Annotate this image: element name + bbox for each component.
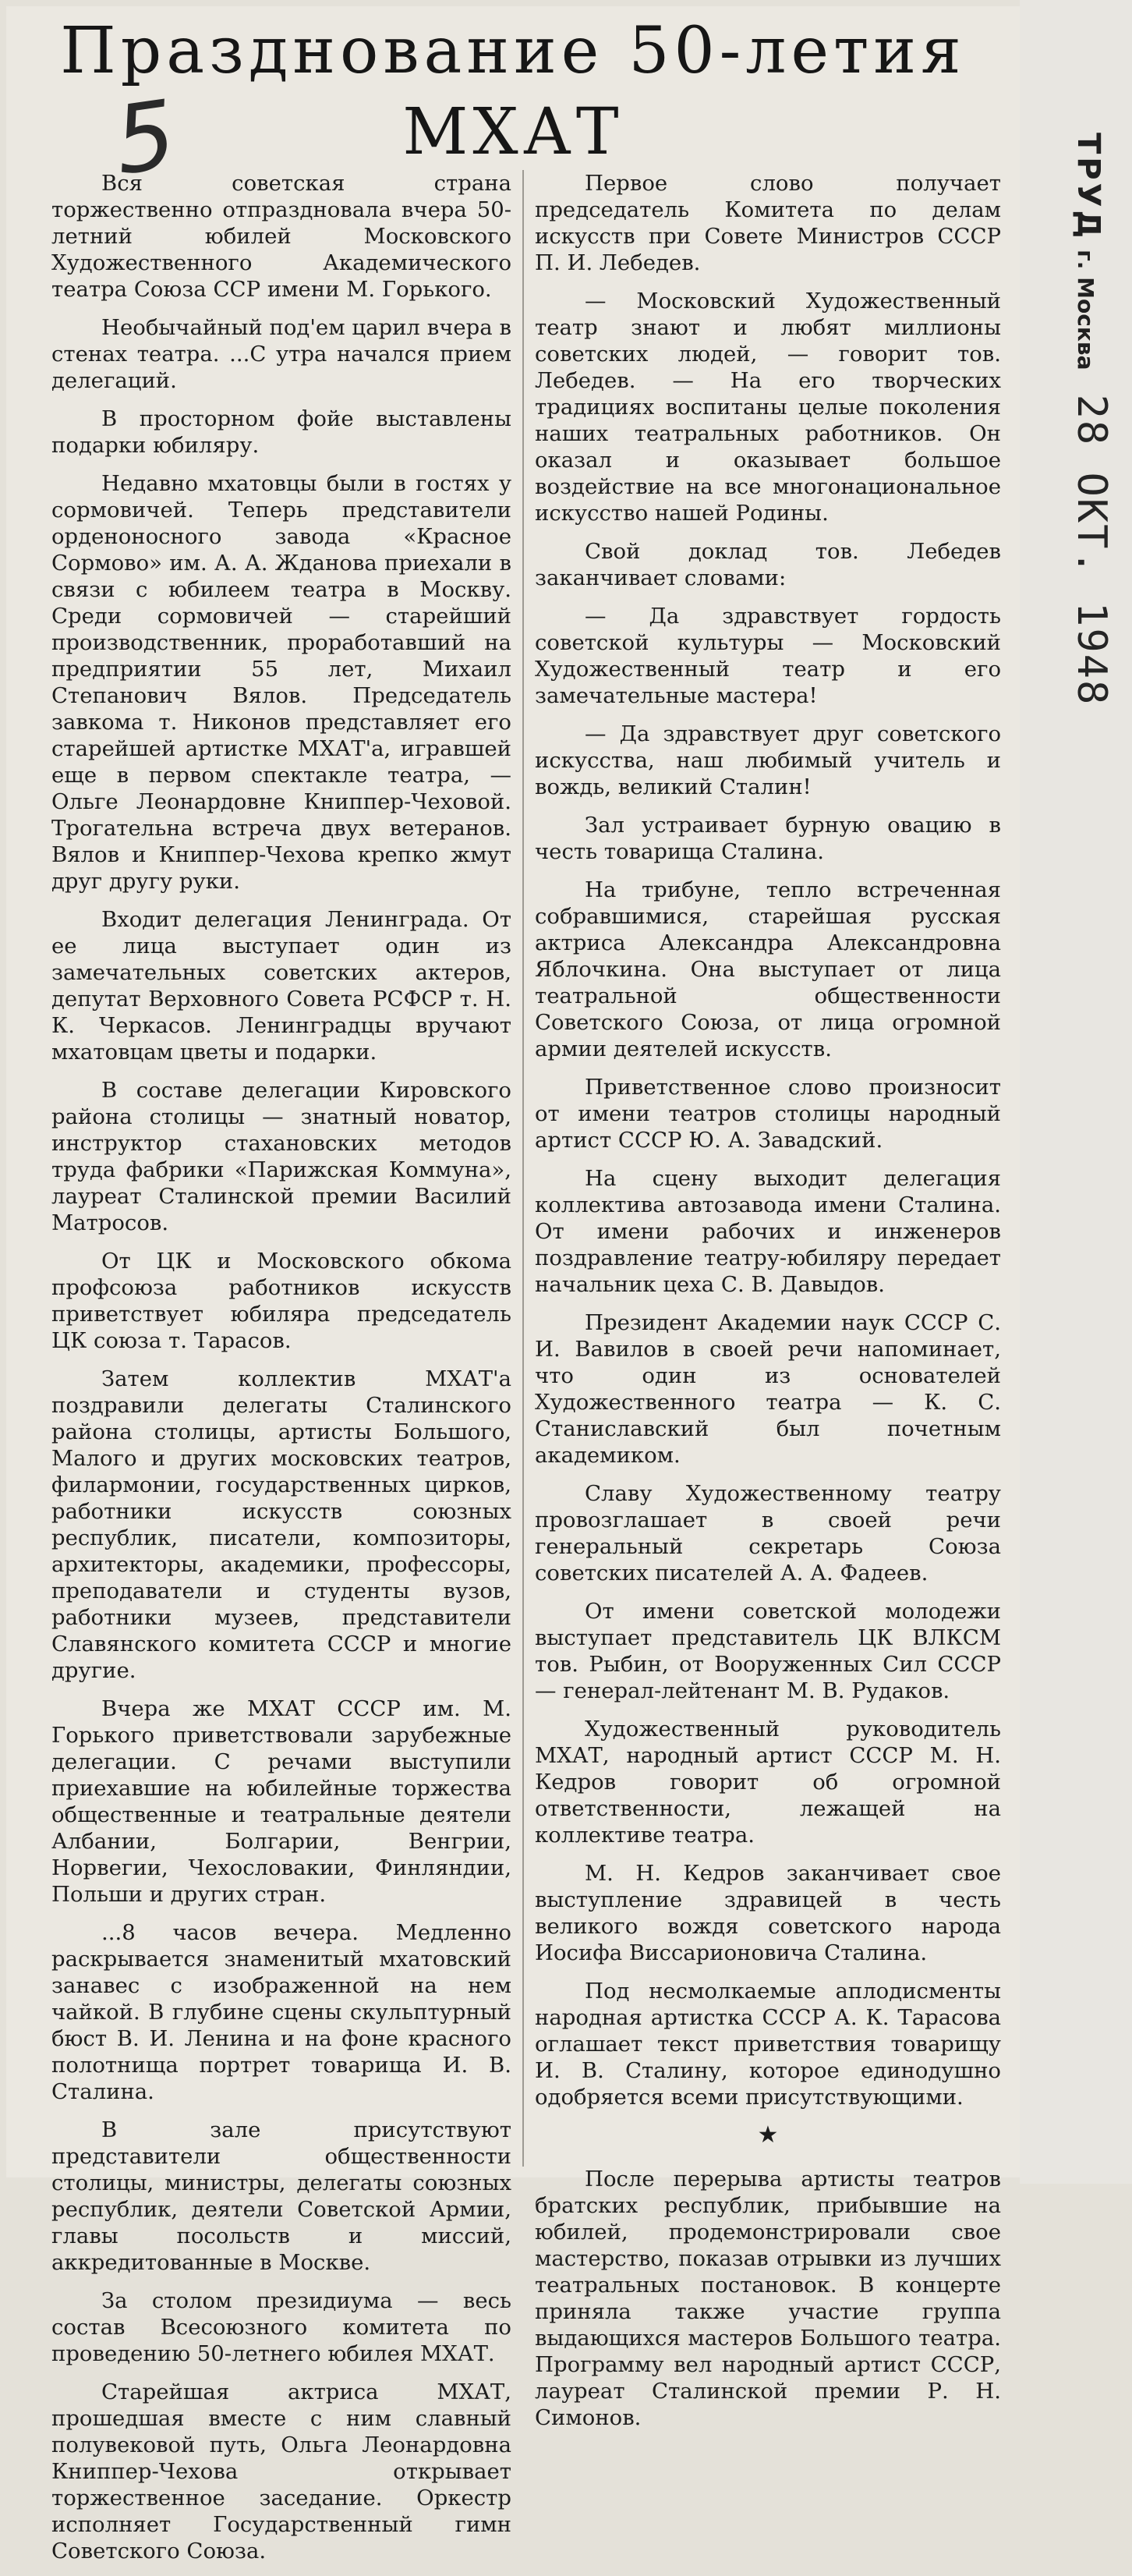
paragraph: После перерыва артисты театров братских республик, прибывшие на юбилей, продемонстрировали свое мастерство, показав отрывки из лучших театральных постановок. В концерте приняла также участие группа выдающихся мастеров Большого театра. Программу вел народный артист СССР, лауреат Сталинской премии Р. Н. Симонов. — [535, 2167, 1001, 2430]
star-separator-icon: ★ — [757, 2121, 779, 2149]
paragraph: Под несмолкаемые аплодисменты народная артистка СССР А. К. Тарасова оглашает текст приветствия товарищу И. В. Сталину, которое единодушно одобряется всеми присутствующими. — [535, 1979, 1001, 2110]
paragraph: От имени советской молодежи выступает представитель ЦК ВЛКСМ тов. Рыбин, от Вооруженных Сил СССР — генерал-лейтенант М. В. Рудаков. — [535, 1599, 1001, 1703]
paragraph: Входит делегация Ленинграда. От ее лица выступает один из замечательных советских актеров, депутат Верховного Совета РСФСР т. Н. К. Черкасов. Ленинградцы вручают мхатовцам цветы и подарки. — [51, 907, 511, 1065]
paragraph: М. Н. Кедров заканчивает свое выступление здравицей в честь великого вождя советского народа Иосифа Виссарионовича Сталина. — [535, 1861, 1001, 1965]
paragraph: Славу Художественному театру провозглашает в своей речи генеральный секретарь Союза советских писателей А. А. Фадеев. — [535, 1481, 1001, 1586]
paragraph: Вчера же МХАТ СССР им. М. Горького приветствовали зарубежные делегации. С речами выступили приехавшие на юбилейные торжества общественные и театральные деятели Албании, Болгарии, Венгрии, Норвегии, Чехословакии, Финляндии, Польши и других стран. — [51, 1696, 511, 1907]
paragraph: Необычайный под'ем царил вчера в стенах театра. ...С утра начался прием делегаций. — [51, 315, 511, 393]
stamp-date: 28 ОКТ. 1948 — [1068, 394, 1115, 707]
paragraph: За столом президиума — весь состав Всесоюзного комитета по проведению 50-летнего юбилея МХАТ. — [51, 2288, 511, 2366]
right-column — [535, 170, 1001, 2443]
paragraph: В составе делегации Кировского района столицы — знатный новатор, инструктор стахановских методов труда фабрики «Парижская Коммуна», лауреат Сталинской премии Василий Матросов. — [51, 1078, 511, 1235]
paragraph: Старейшая актриса МХАТ, прошедшая вместе с ним славный полувековой путь, Ольга Леонардовна Книппер-Чехова открывает торжественное заседание. Оркестр исполняет Государственный гимн Советского Союза. — [51, 2379, 511, 2564]
stamp-newspaper-name: ТРУД — [1070, 133, 1106, 242]
paragraph: Затем коллектив МХАТ'а поздравили делегаты Сталинского района столицы, артисты Большого, Малого и других московских театров, филармонии, государственных цирков, работники искусств союзных республик, писатели, композиторы, архитекторы, академики, профессоры, преподаватели и студенты вузов, работники музеев, представители Славянского комитета СССР и многие другие. — [51, 1366, 511, 1683]
column-divider — [522, 170, 524, 2167]
paragraph: Вся советская страна торжественно отпраздновала вчера 50-летний юбилей Московского Художественного Академического театра Союза ССР имени М. Горького. — [51, 171, 511, 302]
paragraph: Свой доклад тов. Лебедев заканчивает словами: — [535, 539, 1001, 590]
paragraph: Недавно мхатовцы были в гостях у сормовичей. Теперь представители орденоносного завода «Красное Сормово» им. А. А. Жданова приехали в связи с юбилеем театра в Москву. Среди сормовичей — старейший производственник, проработавший на предприятии 55 лет, Михаил Степанович Вялов. Председатель завкома т. Никонов представляет его старейшей артистке МХАТ'а, игравшей еще в первом спектакле театра, — Ольге Леонардовне Книппер-Чеховой. Трогательна встреча двух ветеранов. Вялов и Книппер-Чехова крепко жмут друг другу руки. — [51, 471, 511, 894]
paragraph: Президент Академии наук СССР С. И. Вавилов в своей речи напоминает, что один из основателей Художественного театра — К. С. Станиславский был почетным академиком. — [535, 1310, 1001, 1468]
paragraph: В просторном фойе выставлены подарки юбиляру. — [51, 406, 511, 458]
paragraph: ...8 часов вечера. Медленно раскрывается знаменитый мхатовский занавес с изображенной на нем чайкой. В глубине сцены скульптурный бюст В. И. Ленина и на фоне красного полотнища портрет товарища И. В. Сталина. — [51, 1920, 511, 2104]
paragraph: — Да здравствует друг советского искусства, наш любимый учитель и вождь, великий Сталин! — [535, 721, 1001, 799]
handwritten-number: 5 — [108, 80, 182, 197]
paragraph: Зал устраивает бурную овацию в честь товарища Сталина. — [535, 813, 1001, 864]
stamp-city: г. Москва — [1073, 250, 1098, 370]
paragraph: — Московский Художественный театр знают и любят миллионы советских людей, — говорит тов. Лебедев. — На его творческих традициях воспитаны целые поколения наших театральных работников. Он оказал и оказывает большое воздействие на все многонациональное искусство нашей Родины. — [535, 289, 1001, 526]
headline-line-1: Празднование 50-летия — [60, 14, 966, 88]
paragraph: На трибуне, тепло встреченная собравшимися, старейшая русская актриса Александра Александровна Яблочкина. Она выступает от лица театральной общественности Советского Союза, от лица огромной армии деятелей искусств. — [535, 877, 1001, 1061]
paragraph: — Да здравствует гордость советской культуры — Московский Художественный театр и его замечательные мастера! — [535, 604, 1001, 708]
headline-line-2: МХАТ — [402, 95, 624, 169]
archive-stamp — [1029, 133, 1115, 707]
paragraph: От ЦК и Московского обкома профсоюза работников искусств приветствует юбиляра председатель ЦК союза т. Тарасов. — [51, 1249, 511, 1353]
left-column — [51, 170, 511, 2576]
headline — [6, 11, 1020, 173]
newspaper-clipping — [6, 6, 1020, 2564]
paragraph: Первое слово получает председатель Комитета по делам искусств при Совете Министров СССР П. И. Лебедев. — [535, 171, 1001, 275]
paragraph: В зале присутствуют представители общественности столицы, министры, делегаты союзных республик, деятели Советской Армии, главы посольств и миссий, аккредитованные в Москве. — [51, 2117, 511, 2275]
paragraph: Приветственное слово произносит от имени театров столицы народный артист СССР Ю. А. Завадский. — [535, 1075, 1001, 1153]
paragraph: Художественный руководитель МХАТ, народный артист СССР М. Н. Кедров говорит об огромной ответственности, лежащей на коллективе театра. — [535, 1717, 1001, 1848]
paragraph: На сцену выходит делегация коллектива автозавода имени Сталина. От имени рабочих и инженеров поздравление театру-юбиляру передает начальник цеха С. В. Давыдов. — [535, 1166, 1001, 1297]
